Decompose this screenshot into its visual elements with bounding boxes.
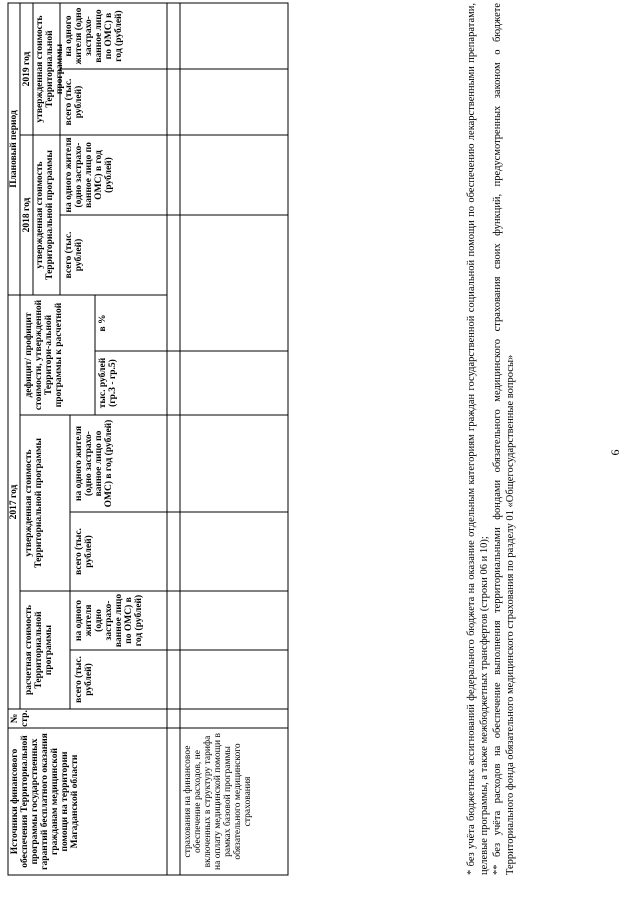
footnote-2: ** без учёта расходов на обеспечение выполнения территориальными фондами обязательного медицинского страхования своих функций, предусмотренных законом о бюджете Территориального фонда обязательного медицинского страхования по разделу 01 «Общегосударственные вопросы» xyxy=(492,3,516,875)
row-label: страхования на финансовое обеспечение расходов, не включенных в структуру тарифа на оплату медицинской помощи в рамках базовой программы обязательного медицинского страхования xyxy=(183,733,253,870)
header-approved-cost-2018: утвержденная стоимость Территориальной программы xyxy=(35,150,55,280)
header-per-resident-2018: на одного жителя (одно застрахо-ванное лицо по ОМС) в год (рублей) xyxy=(64,137,114,213)
header-per-resident-2019: на одного жителя (одно застрахо-ванное лицо по ОМС) в год (рублей) xyxy=(64,7,124,65)
header-total-2019: всего (тыс. рублей) xyxy=(64,78,84,126)
header-total-2018: всего (тыс. рублей) xyxy=(64,231,84,279)
header-total-calc: всего (тыс. рублей) xyxy=(74,656,94,703)
header-deficit-thousand: тыс. рублей (гр.3 - гр.5) xyxy=(98,357,118,409)
header-approved-cost-2019: утвержденная стоимость Территориальной программы xyxy=(35,15,65,123)
header-deficit: дефицит/ профицит стоимости, утвержденной Территори-альной программы к расчетной xyxy=(24,299,64,411)
header-approved-cost-2017: утвержденная стоимость Территориальной программы xyxy=(24,438,44,568)
header-calc-cost: расчетная стоимость Территориальной программы xyxy=(24,604,54,696)
header-2018: 2018 год xyxy=(22,197,32,233)
header-sources: Источники финансового обеспечения Территориальной программы государственных гарантий бесплатного оказания гражданам медицинской помощи на территории Магаданской области xyxy=(10,733,80,870)
header-planned-period: Плановый период xyxy=(9,110,19,188)
header-per-resident-calc: на одного жителя (одно застрахо-ванное лицо по ОМС) в год (рублей) xyxy=(74,593,144,648)
header-2019: 2019 год xyxy=(22,51,32,87)
header-deficit-percent: в % xyxy=(98,314,108,332)
footnotes xyxy=(465,3,517,875)
header-per-resident-approved: на одного жителя (одно застрахо-ванное лицо по ОМС) в год (рублей) xyxy=(74,419,114,508)
header-2017: 2017 год xyxy=(9,484,19,520)
header-row-number: № стр. xyxy=(10,710,30,727)
header-total-approved: всего (тыс. рублей) xyxy=(74,528,94,575)
footnote-1: * без учёта бюджетных ассигнований федерального бюджета на оказание отдельным категориям граждан государственной социальной помощи по обеспечению лекарственными препаратами, целевые программы, а также межбюджетных трансфертов (строки 06 и 10); xyxy=(466,3,490,875)
page-number: 6 xyxy=(608,449,622,456)
